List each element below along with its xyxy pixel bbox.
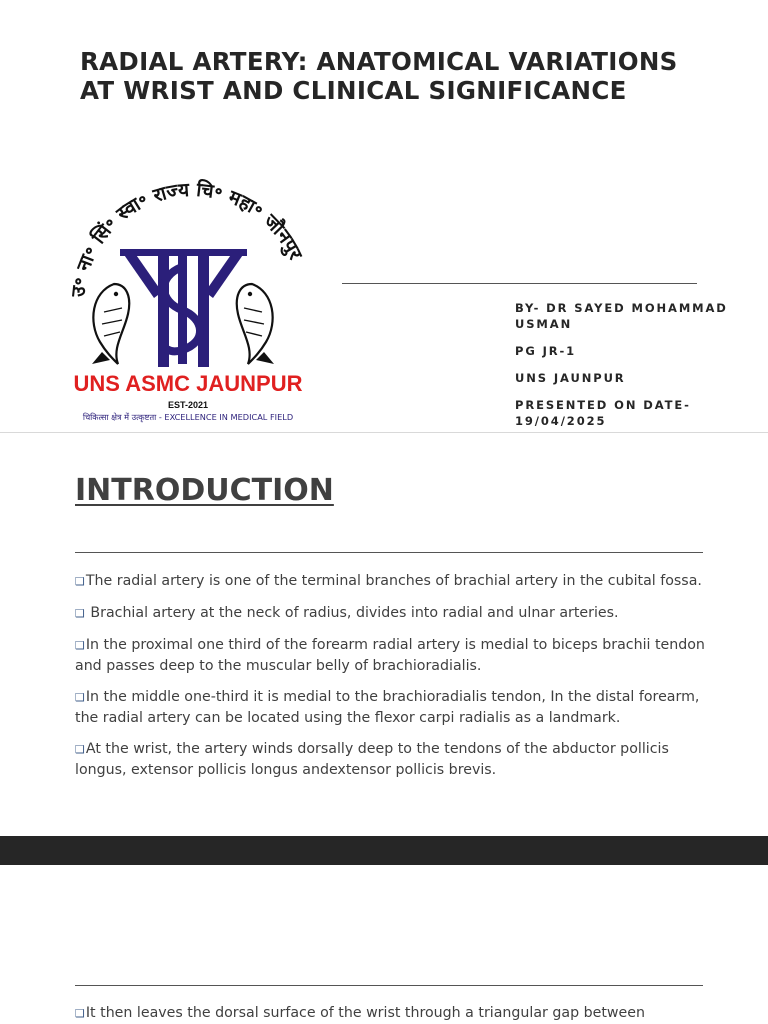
title-line-2: AT WRIST AND CLINICAL SIGNIFICANCE — [80, 76, 627, 105]
author-line-1: BY- DR SAYED MOHAMMAD — [515, 301, 728, 315]
bullet-text: In the proximal one third of the forearm radial artery is medial to biceps brachii tendon and passes deep to the muscular belly of brachioradialis. — [75, 637, 705, 674]
title-divider — [342, 283, 697, 284]
slide-gap-band — [0, 836, 768, 865]
list-item — [75, 687, 705, 728]
heading-divider — [75, 552, 703, 553]
right-fish-icon — [237, 284, 274, 364]
left-fish-icon — [92, 284, 129, 364]
continuation-slide — [0, 865, 768, 1024]
bullet-icon: ❑ — [75, 607, 85, 620]
logo-arc-text: उ॰ ना॰ सिं॰ स्वा॰ राज्य चि॰ महा॰ जौनपुर — [67, 178, 307, 298]
list-item — [75, 571, 705, 592]
author — [515, 300, 755, 332]
bullet-icon: ❑ — [75, 691, 85, 704]
bullet-icon: ❑ — [75, 575, 85, 588]
heading-divider — [75, 985, 703, 986]
bullet-icon: ❑ — [75, 743, 85, 756]
designation: PG JR-1 — [515, 344, 577, 358]
bullet-text: At the wrist, the artery winds dorsally deep to the tendons of the abductor pollicis longus, extensor pollicis longus andextensor pollicis brevis. — [75, 741, 669, 778]
list-item — [75, 635, 705, 676]
section-heading: INTRODUCTION — [75, 473, 334, 508]
title-slide — [0, 0, 768, 432]
introduction-slide — [0, 433, 768, 836]
presentation-date — [515, 397, 755, 429]
bullet-icon: ❑ — [75, 1007, 85, 1020]
logo-emblem — [120, 249, 247, 367]
bullet-list — [75, 1003, 705, 1024]
list-item — [75, 739, 705, 780]
title-line-1: RADIAL ARTERY: ANATOMICAL VARIATIONS — [80, 47, 678, 76]
logo-tagline: चिकित्सा क्षेत्र में उत्कृष्टता - EXCELLENCE IN MEDICAL FIELD — [82, 412, 294, 422]
slide-title — [80, 47, 720, 105]
date-line-1: PRESENTED ON DATE- — [515, 398, 691, 412]
logo-est: EST-2021 — [167, 400, 209, 410]
bullet-text: It then leaves the dorsal surface of the wrist through a triangular gap between — [85, 1005, 645, 1021]
bullet-icon: ❑ — [75, 639, 85, 652]
list-item — [75, 1003, 705, 1024]
bullet-list — [75, 571, 705, 791]
date-line-2: 19/04/2025 — [515, 414, 607, 428]
college-logo — [62, 172, 320, 430]
list-item — [75, 603, 705, 624]
institution: UNS JAUNPUR — [515, 371, 626, 385]
bullet-text: Brachial artery at the neck of radius, divides into radial and ulnar arteries. — [85, 605, 619, 621]
presenter-info — [515, 300, 755, 440]
author-line-2: USMAN — [515, 317, 573, 331]
logo-college-name: UNS ASMC JAUNPUR — [73, 371, 303, 396]
bullet-text: The radial artery is one of the terminal branches of brachial artery in the cubital fossa. — [85, 573, 702, 589]
bullet-text: In the middle one-third it is medial to the brachioradialis tendon, In the distal forearm, the radial artery can be located using the flexor carpi radialis as a landmark. — [75, 689, 700, 726]
